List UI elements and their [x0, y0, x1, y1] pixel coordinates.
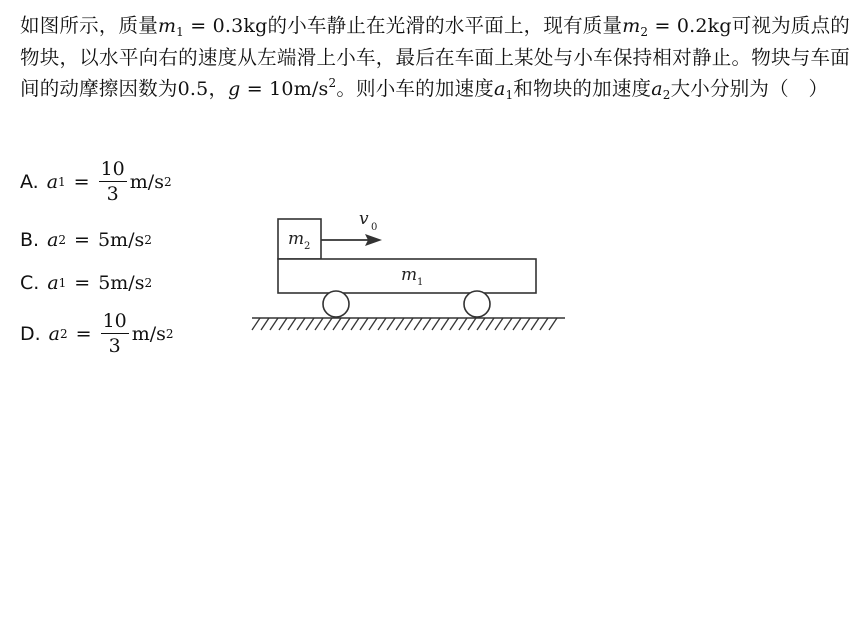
hatch-line	[378, 318, 386, 330]
hatch-line	[549, 318, 557, 330]
block-sub: 2	[304, 241, 311, 252]
option-a[interactable]	[20, 158, 172, 205]
option-d-math: a 2 = $\frac{10}{3}$ m/s 2	[48, 310, 174, 357]
hatch-line	[405, 318, 413, 330]
hatch-line	[261, 318, 269, 330]
hatch-line	[360, 318, 368, 330]
option-c-label: C.	[20, 272, 40, 294]
cart-block-diagram	[250, 200, 570, 340]
question-part-4: 。则小车的加速度	[336, 77, 494, 100]
hatch-line	[270, 318, 278, 330]
hatch-line	[486, 318, 494, 330]
option-a-label: A.	[20, 170, 39, 193]
hatch-line	[252, 318, 260, 330]
hatch-line	[504, 318, 512, 330]
hatch-line	[459, 318, 467, 330]
option-a-math: a 1 = $\frac{10}{3}$ m/s 2	[46, 158, 172, 205]
hatch-line	[540, 318, 548, 330]
question-part-6: 大小分别为（ ）	[670, 77, 829, 100]
question-text: 如图所示，质量$m_1 = 0.3kg$的小车静止在光滑的水平面上，现有质量$m_2 = 0.2kg$可视为质点的物块，以水平向右的速度从左端滑上小车，最后在车面上某处与小车保持相对静止。物块与车面间的动摩擦因数为0.5，$g = 10m/s^2$。则小车的加速度$a_1$和物块的加速度$a_2$大小分别为（ ）	[20, 14, 850, 102]
m2-expression: $m_2 = 0.2kg$	[622, 15, 732, 39]
right-wheel	[464, 291, 490, 317]
hatch-line	[387, 318, 395, 330]
hatch-line	[333, 318, 341, 330]
a1-symbol: $a_1$	[493, 78, 514, 102]
hatch-line	[531, 318, 539, 330]
hatch-line	[432, 318, 440, 330]
question-part-1: 如图所示，质量	[20, 14, 158, 37]
question-part-5: 和物块的加速度	[513, 77, 652, 100]
option-d-label: D.	[20, 322, 41, 345]
block-label: m	[288, 229, 305, 249]
hatch-line	[495, 318, 503, 330]
question-part-2: 的小车静止在光滑的水平面上，现有质量	[267, 14, 623, 37]
hatch-line	[513, 318, 521, 330]
a2-symbol: $a_2$	[651, 78, 671, 102]
option-b[interactable]	[20, 229, 152, 251]
hatch-line	[423, 318, 431, 330]
hatch-line	[351, 318, 359, 330]
option-d-fraction: $\frac{10}{3}$	[102, 310, 127, 357]
g-expression: $g = 10m/s^2$	[228, 76, 337, 100]
hatch-line	[477, 318, 485, 330]
hatch-line	[306, 318, 314, 330]
option-c[interactable]	[20, 272, 152, 294]
velocity-sub: 0	[371, 222, 378, 233]
hatch-line	[342, 318, 350, 330]
hatch-line	[468, 318, 476, 330]
hatch-line	[279, 318, 287, 330]
option-d[interactable]	[20, 310, 174, 357]
hatch-line	[414, 318, 422, 330]
hatch-line	[522, 318, 530, 330]
option-a-fraction: $\frac{10}{3}$	[100, 158, 125, 205]
option-b-label: B.	[20, 229, 40, 251]
hatch-line	[297, 318, 305, 330]
option-b-math: a 2 = 5m/s 2	[47, 229, 152, 251]
hatch-line	[315, 318, 323, 330]
hatch-line	[441, 318, 449, 330]
option-c-math: a 1 = 5m/s 2	[47, 272, 153, 294]
cart-label: m	[401, 265, 418, 285]
hatch-line	[324, 318, 332, 330]
velocity-label: v	[359, 209, 369, 229]
cart-sub: 1	[417, 277, 424, 288]
hatch-line	[396, 318, 404, 330]
ground-hatching	[252, 318, 557, 330]
left-wheel	[323, 291, 349, 317]
m1-expression: $m_1 = 0.3kg$	[157, 15, 268, 39]
question-part-3: 可视为质点的物块，以水平向右的速度从左端滑上小车，最后在车面上某处与小车保持相对静止。物块与车面间的动摩擦因数为	[20, 14, 850, 100]
hatch-line	[288, 318, 296, 330]
hatch-line	[369, 318, 377, 330]
friction-coefficient: 0.5	[177, 78, 209, 100]
hatch-line	[450, 318, 458, 330]
